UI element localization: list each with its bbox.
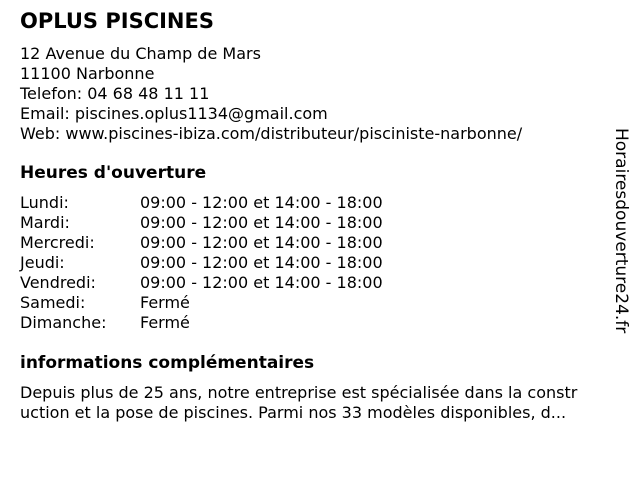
day-label: Mardi: [20, 213, 70, 232]
day-label: Dimanche: [20, 313, 107, 332]
address-street: 12 Avenue du Champ de Mars [20, 44, 261, 63]
hours-value: Fermé [140, 293, 190, 312]
hours-value: 09:00 - 12:00 et 14:00 - 18:00 [140, 213, 383, 232]
hours-value: 09:00 - 12:00 et 14:00 - 18:00 [140, 273, 383, 292]
table-row [20, 273, 383, 293]
phone-line: Telefon: 04 68 48 11 11 [20, 84, 210, 103]
additional-info-heading: informations complémentaires [20, 353, 315, 373]
table-row [20, 233, 383, 253]
additional-info-text [20, 383, 620, 423]
day-label: Jeudi: [20, 253, 65, 272]
opening-hours-table [20, 193, 383, 333]
hours-value: 09:00 - 12:00 et 14:00 - 18:00 [140, 253, 383, 272]
day-label: Mercredi: [20, 233, 95, 252]
day-label: Lundi: [20, 193, 69, 212]
table-row [20, 193, 383, 213]
day-label: Samedi: [20, 293, 86, 312]
info-text-line: uction et la pose de piscines. Parmi nos 33 modèles disponibles, d... [20, 403, 567, 422]
site-watermark: Horairesdouverture24.fr [611, 128, 631, 334]
opening-hours-heading: Heures d'ouverture [20, 163, 207, 183]
table-row [20, 313, 383, 333]
day-label: Vendredi: [20, 273, 96, 292]
hours-value: 09:00 - 12:00 et 14:00 - 18:00 [140, 193, 383, 212]
page-title: OPLUS PISCINES [20, 9, 214, 33]
hours-value: Fermé [140, 313, 190, 332]
website-line: Web: www.piscines-ibiza.com/distributeur/pisciniste-narbonne/ [20, 124, 523, 143]
email-line: Email: piscines.oplus1134@gmail.com [20, 104, 328, 123]
contact-block [20, 44, 522, 144]
table-row [20, 293, 383, 313]
address-city: 11100 Narbonne [20, 64, 155, 83]
info-text-line: Depuis plus de 25 ans, notre entreprise est spécialisée dans la constr [20, 383, 578, 402]
table-row [20, 213, 383, 233]
table-row [20, 253, 383, 273]
hours-value: 09:00 - 12:00 et 14:00 - 18:00 [140, 233, 383, 252]
